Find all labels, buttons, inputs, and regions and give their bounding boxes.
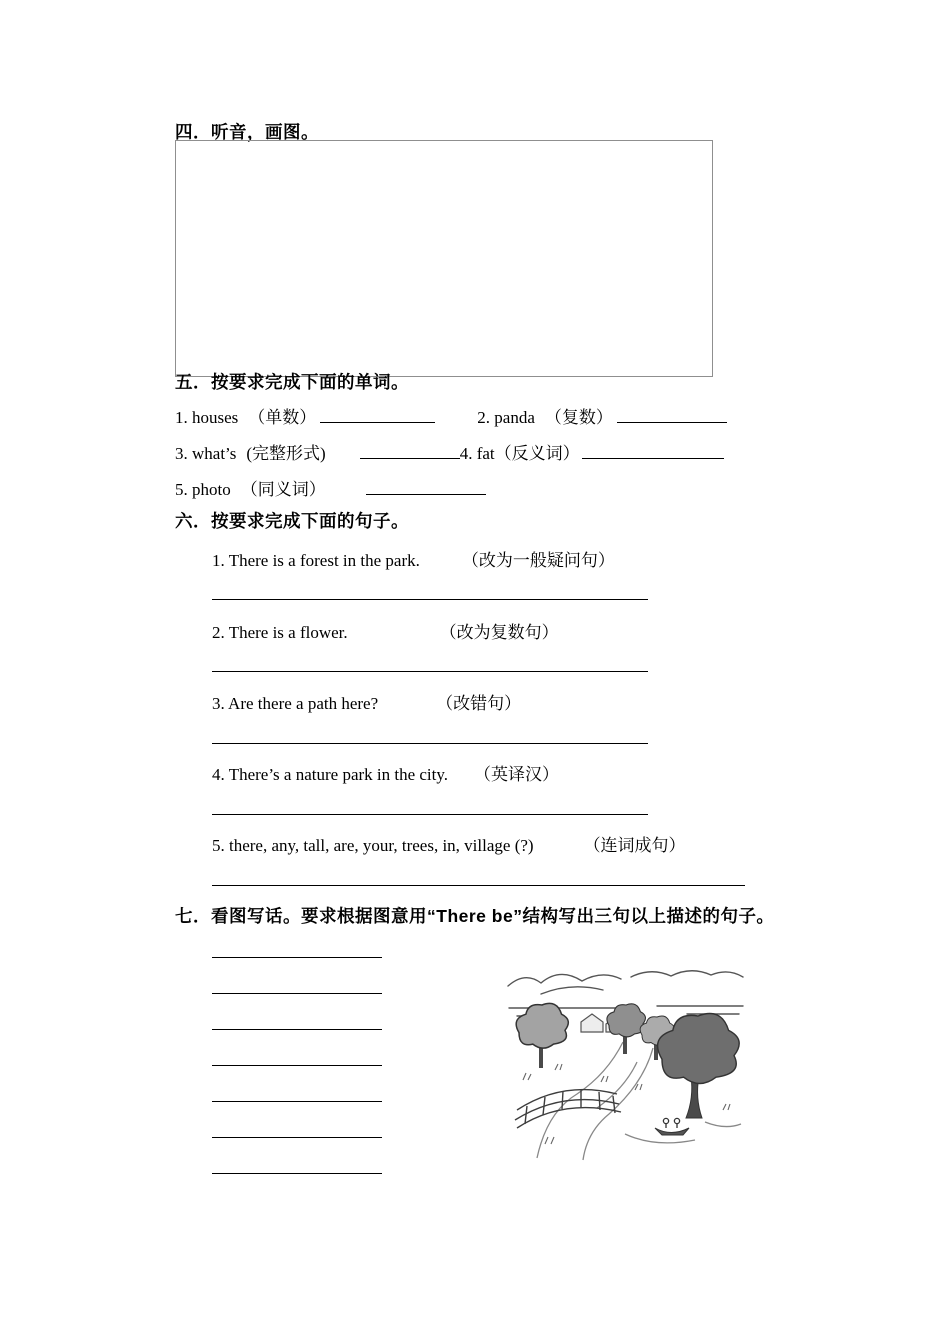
word-question-hint: （反义词） — [494, 444, 580, 463]
writing-line — [212, 957, 382, 958]
word-question-hint: （同义词） — [240, 480, 326, 499]
sentence-text: 2. There is a flower. — [212, 623, 348, 642]
answer-line — [212, 599, 648, 600]
sentence-question — [212, 831, 686, 856]
word-question-row — [175, 475, 486, 500]
section4-drawing-box — [175, 140, 713, 377]
word-question-row — [175, 403, 727, 428]
sentence-question — [212, 618, 559, 643]
sentence-hint: （改错句） — [436, 694, 522, 713]
writing-line — [212, 1065, 382, 1066]
writing-line — [212, 1101, 382, 1102]
sentence-text: 3. Are there a path here? — [212, 694, 379, 713]
sentence-hint: （改为复数句） — [439, 623, 559, 642]
sentence-question — [212, 546, 615, 571]
section4-heading: 四．听音，画图。 — [175, 122, 319, 142]
answer-line — [212, 885, 745, 886]
sentence-hint: （英译汉） — [474, 765, 560, 784]
word-question: 1. houses — [175, 408, 239, 427]
answer-blank — [360, 445, 460, 459]
word-question: 4. fat — [459, 444, 495, 463]
writing-line — [212, 1029, 382, 1030]
nature-park-illustration — [505, 962, 745, 1162]
nature-scene-svg — [505, 962, 745, 1162]
answer-line — [212, 671, 648, 672]
answer-blank — [320, 409, 435, 423]
word-question: 5. photo — [175, 480, 231, 499]
writing-line — [212, 993, 382, 994]
sentence-text: 5. there, any, tall, are, your, trees, in, village (?) — [212, 836, 534, 855]
section7-heading: 七．看图写话。要求根据图意用“There be”结构写出三句以上描述的句子。 — [175, 906, 775, 926]
sentence-hint: （改为一般疑问句） — [461, 551, 615, 570]
answer-line — [212, 814, 648, 815]
word-question: 3. what’s — [175, 444, 237, 463]
word-question-hint: （单数） — [248, 408, 317, 427]
answer-blank — [617, 409, 727, 423]
word-question-hint: （复数） — [544, 408, 613, 427]
sentence-text: 1. There is a forest in the park. — [212, 551, 420, 570]
word-question: 2. panda — [477, 408, 535, 427]
sentence-text: 4. There’s a nature park in the city. — [212, 765, 449, 784]
word-question-hint: (完整形式) — [246, 444, 326, 463]
word-question-row — [175, 439, 724, 464]
writing-line — [212, 1137, 382, 1138]
answer-blank — [582, 445, 724, 459]
writing-line — [212, 1173, 382, 1174]
answer-blank — [366, 481, 486, 495]
sentence-hint: （连词成句） — [583, 836, 686, 855]
section6-heading: 六．按要求完成下面的句子。 — [175, 511, 409, 531]
sentence-question — [212, 760, 559, 785]
sentence-question — [212, 689, 521, 714]
section5-heading: 五．按要求完成下面的单词。 — [175, 372, 409, 392]
answer-line — [212, 743, 648, 744]
